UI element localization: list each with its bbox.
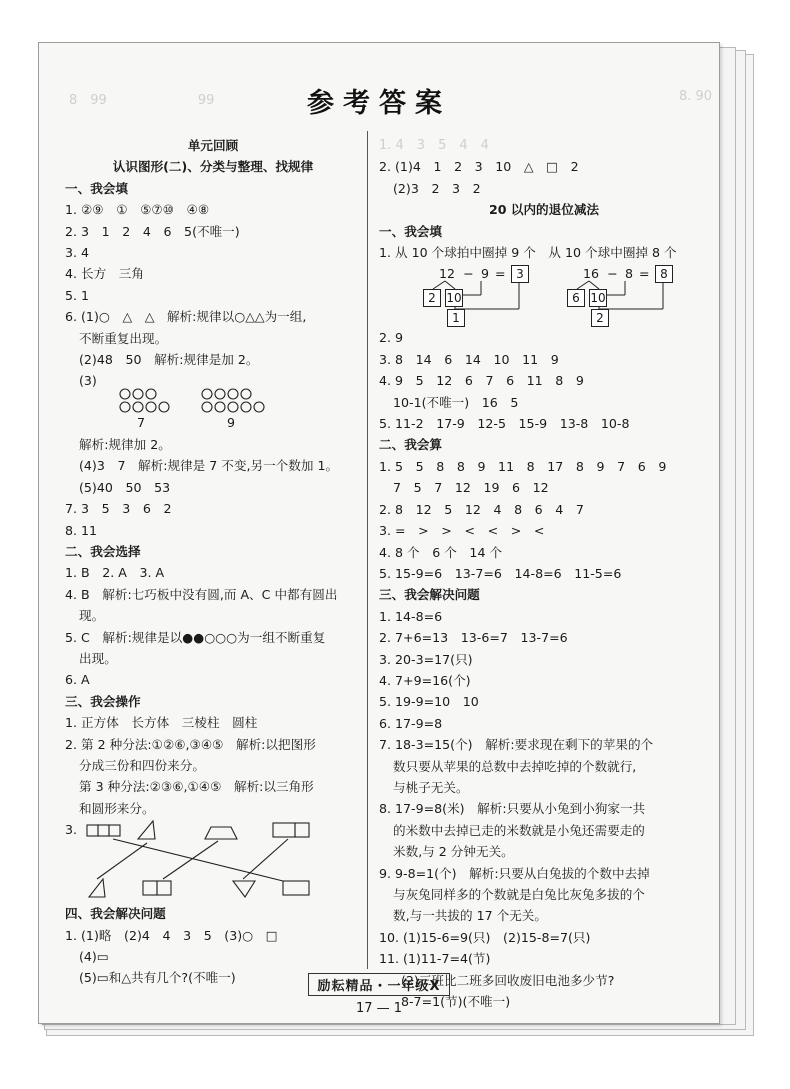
answer-line: 2. (1)4 1 2 3 10 △ □ 2 (379, 159, 579, 175)
answer-line: 10-1(不唯一) 16 5 (393, 394, 519, 410)
answer-line: (2)三班比二班多回收废旧电池多少节? (401, 972, 615, 988)
minuend: 16 (583, 266, 600, 282)
answer-line: (5)▭和△共有几个?(不唯一) (79, 970, 236, 986)
answer-line: 5. 11-2 17-9 12-5 15-9 13-8 10-8 (379, 416, 630, 432)
answer-page (38, 42, 720, 1024)
answer-line: 1. 正方体 长方体 三棱柱 圆柱 (65, 715, 258, 731)
answer-line: 4. 8 个 6 个 14 个 (379, 544, 503, 560)
answer-line: 3. 20-3=17(只) (379, 651, 473, 667)
part-box: 10 (446, 291, 462, 306)
answer-line: 4. 7+9=16(个) (379, 672, 471, 688)
answer-line: 3. (65, 822, 78, 838)
equals-sign: = (495, 266, 506, 282)
left-column (65, 135, 361, 989)
answer-line: 5. 1 (65, 287, 90, 303)
answer-line: 2. 第 2 种分法:①②⑥,③④⑤ 解析:以把图形 (65, 736, 316, 752)
answer-line: 的米数中去掉已走的米数就是小兔还需要走的 (393, 822, 645, 838)
answer-line: 6. A (65, 672, 90, 688)
result-box: 3 (511, 265, 529, 283)
bleed-through-text: 1. 4 3 5 4 4 (379, 138, 489, 153)
answer-line: 5. C 解析:规律是以●●○○○为一组不断重复 (65, 629, 326, 645)
answer-line: 数只要从苹果的总数中去掉吃掉的个数就行, (393, 758, 637, 774)
answer-line: 4. 9 5 12 6 7 6 11 8 9 (379, 373, 584, 389)
result-box: 8 (655, 265, 673, 283)
answer-line: 不断重复出现。 (79, 330, 168, 346)
answer-line: 6. (1)○ △ △ 解析:规律以○△△为一组, (65, 309, 307, 325)
answer-line: 2. 9 (379, 330, 404, 346)
bleed-through-text: 8. 90 (679, 89, 713, 104)
answer-line: 8-7=1(节)(不唯一) (401, 994, 511, 1010)
answer-line: 1. ②⑨ ① ⑤⑦⑩ ④⑧ (65, 202, 210, 218)
subtrahend: 9 (481, 266, 490, 282)
page-number: 17 — 1 (355, 1001, 403, 1016)
answer-line: 一、我会填 (379, 223, 442, 239)
page-title: 参考答案 (307, 88, 451, 119)
answer-line: 5. 15-9=6 13-7=6 14-8=6 11-5=6 (379, 565, 622, 581)
answer-line: 1. B 2. A 3. A (65, 565, 165, 581)
answer-line: 一、我会填 (65, 180, 128, 196)
answer-line: 数,与一共拔的 17 个无关。 (393, 908, 547, 924)
answer-line: 1. (1)略 (2)4 4 3 5 (3)○ □ (65, 927, 278, 943)
answer-line: (4)3 7 解析:规律是 7 不变,另一个数加 1。 (79, 458, 339, 474)
part-box: 2 (591, 309, 609, 327)
section-subtitle: 认识图形(二)、分类与整理、找规律 (112, 159, 314, 175)
answer-line: 1. 从 10 个球拍中圈掉 9 个 从 10 个球中圈掉 8 个 (379, 245, 677, 261)
decomposition-diagram-1 (419, 263, 549, 327)
answer-line: 解析:规律加 2。 (79, 436, 171, 452)
brand-label: 励耘精品・一年级X (308, 973, 449, 996)
minus-sign: − (607, 266, 618, 282)
decomposition-diagrams (379, 263, 709, 327)
answer-line: 和圆形来分。 (79, 800, 155, 816)
answer-line: 2. 7+6=13 13-6=7 13-7=6 (379, 630, 568, 646)
answer-line: 第 3 种分法:②③⑥,①④⑤ 解析:以三角形 (79, 779, 314, 795)
answer-line: (4)▭ (79, 949, 109, 964)
answer-line: 三、我会解决问题 (379, 587, 480, 603)
answer-line: 米数,与 2 分钟无关。 (393, 844, 514, 860)
answer-line: 三、我会操作 (65, 693, 141, 709)
dots-count-label: 9 (227, 414, 236, 430)
answer-line: 3. 8 14 6 14 10 11 9 (379, 351, 559, 367)
answer-line: (2)3 2 3 2 (393, 180, 481, 196)
answer-line: 7 5 7 12 19 6 12 (393, 480, 549, 496)
answer-line: 7. 3 5 3 6 2 (65, 501, 172, 517)
answer-line: 4. B 解析:七巧板中没有圆,而 A、C 中都有圆出 (65, 586, 338, 602)
answer-line: 8. 17-9=8(米) 解析:只要从小兔到小狗家一共 (379, 801, 646, 817)
part-box: 6 (567, 289, 585, 307)
answer-line: 2. 3 1 2 4 6 5(不唯一) (65, 223, 240, 239)
answer-line: 7. 18-3=15(个) 解析:要求现在剩下的苹果的个 (379, 737, 654, 753)
answer-line: 出现。 (79, 650, 117, 666)
answer-line: 1. 5 5 8 8 9 11 8 17 8 9 7 6 9 (379, 458, 667, 474)
answer-line: 1. 14-8=6 (379, 608, 443, 624)
answer-line: 与桃子无关。 (393, 779, 469, 795)
minuend: 12 (439, 266, 456, 282)
column-divider (367, 131, 368, 969)
shape-matching-diagram (83, 819, 353, 903)
part-box: 2 (423, 289, 441, 307)
answer-line: 6. 17-9=8 (379, 715, 443, 731)
circle-pattern-icon (65, 386, 355, 424)
answer-line: 现。 (79, 608, 105, 624)
answer-line: 8. 11 (65, 522, 98, 538)
answer-line: 分成三份和四份来分。 (79, 757, 205, 773)
minus-sign: − (463, 266, 474, 282)
answer-line: (2)48 50 解析:规律是加 2。 (79, 352, 259, 368)
dots-count-label: 7 (137, 414, 146, 430)
answer-line: 二、我会算 (379, 437, 442, 453)
bleed-through-text: 8 99 99 (69, 93, 215, 108)
equals-sign: = (639, 266, 650, 282)
answer-line: 3. 4 (65, 245, 90, 261)
answer-line: (5)40 50 53 (79, 479, 171, 495)
shape-matching-row (65, 819, 361, 903)
section-title: 单元回顾 (187, 138, 239, 153)
answer-line: 与灰兔同样多的个数就是白兔比灰兔多拔的个 (393, 887, 645, 902)
answer-line: 11. (1)11-7=4(节) (379, 951, 491, 967)
answer-line: 9. 9-8=1(个) 解析:只要从白兔拔的个数中去掉 (379, 865, 650, 881)
answer-line: 4. 长方 三角 (65, 266, 144, 282)
part-box: 10 (590, 291, 606, 306)
circle-pattern-row (65, 392, 361, 430)
section-title: 20 以内的退位减法 (488, 202, 600, 218)
part-box: 1 (447, 309, 465, 327)
answer-line: (3) (79, 373, 97, 389)
answer-line: 二、我会选择 (65, 543, 141, 559)
subtrahend: 8 (625, 266, 634, 282)
page-footer (39, 973, 719, 996)
answer-line: 10. (1)15-6=9(只) (2)15-8=7(只) (379, 929, 591, 945)
right-column (379, 135, 709, 1012)
answer-line: 2. 8 12 5 12 4 8 6 4 7 (379, 501, 584, 517)
decomposition-diagram-2 (563, 263, 693, 327)
answer-line: 5. 19-9=10 10 (379, 694, 479, 710)
answer-line: 3. = > > < < > < (379, 523, 545, 539)
answer-line: 四、我会解决问题 (65, 906, 166, 922)
